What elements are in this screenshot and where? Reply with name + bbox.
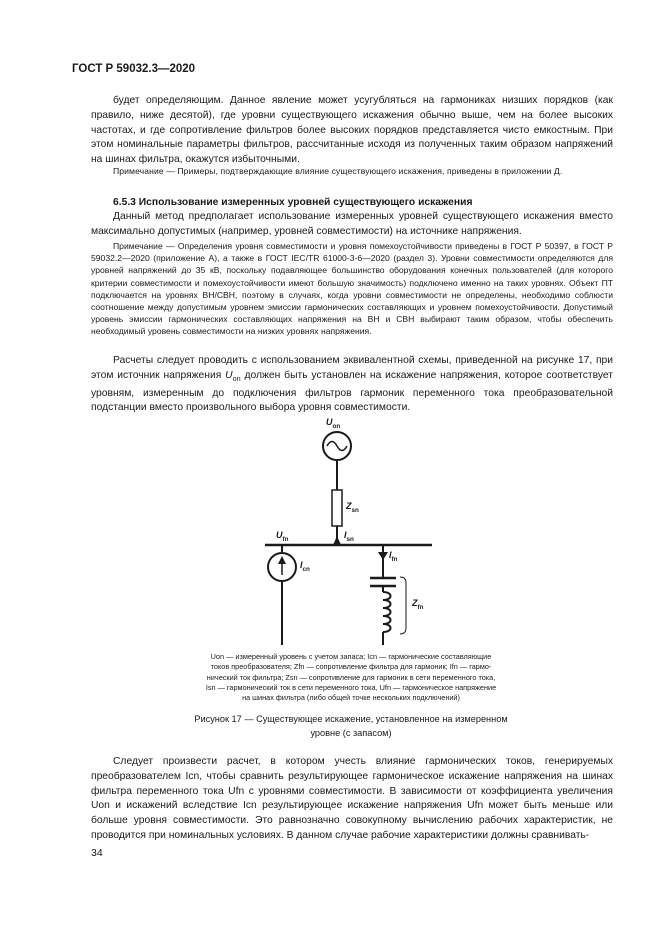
legend-line: Isn — гармонический ток в сети переменного тока, Ufn — гармоническое напряжение [205, 682, 497, 692]
section-number: 6.5.3 [113, 197, 136, 208]
note-1: Примечание — Примеры, подтверждающие влияние существующего искажения, приведены в приложении Д. [113, 166, 563, 176]
label-ifn: $I_{fn}$ [389, 550, 398, 563]
caption-line: Рисунок 17 — Существующее искажение, установленное на измеренном [194, 714, 508, 724]
label-icn: $I_{cn}$ [300, 560, 310, 573]
caption-line: уровне (с запасом) [310, 727, 392, 738]
sine-icon [327, 442, 347, 451]
label-zsn: $Z_{sn}$ [346, 501, 359, 514]
legend-line: Uon — измеренный уровень с учетом запаса; Icn — гармонические составляющие [210, 652, 492, 661]
paragraph-1: будет определяющим. Данное явление может усугубляться на гармониках низших порядков (как правило, ниже десятой), где уровни существующего искажения обычно выше, чем на более высоких частотах, и где сопротивление фильтров более высоких порядков представляется чисто емкостным. При этом номинальные параметры фильтров, рассчитанные исходя из полученных таким образом напряжений на шинах фильтра, окажутся избыточными. [91, 95, 613, 166]
legend-line: нический ток фильтра; Zsn — сопротивление для гармоник в сети переменного тока, [206, 672, 496, 682]
legend-line: токов преобразователя; Zfn — сопротивление фильтра для гармоник; Ifn — гармо- [210, 662, 492, 672]
figure-caption [186, 713, 516, 740]
label-uon: $U_{on}$ [326, 417, 341, 430]
inductor-icon [383, 592, 391, 632]
section-title: Использование измеренных уровней существующего искажения [138, 197, 473, 208]
label-zfn: $Z_{fn}$ [412, 598, 424, 611]
paragraph-2: Данный метод предполагает использование измеренных уровней существующего искажения вместо максимально допустимых (например, уровней совместимости) на источнике напряжения. [91, 211, 613, 237]
p3-var: U [225, 369, 233, 381]
paragraph-4: Следует произвести расчет, в котором учесть влияние гармонических токов, генерируемых преобразователем Icn, чтобы сравнить результирующее гармоническое искажение напряжения на шинах фильтра переменного тока Ufn с уровнями совместимости. В зависимости от коэффициента увеличения Uon и искажений вследствие Icn результирующее искажение напряжения Ufn может быть меньше или больше уровня совместимости. Это равнозначно совокупному вычислению рабочих характеристик, не проводится при номинальных условиях. В данном случае рабочие характеристики должны сравнивать- [91, 756, 613, 841]
document-header: ГОСТ Р 59032.3—2020 [72, 63, 196, 75]
label-ufn: $U_{fn}$ [276, 530, 289, 543]
p3-text-b: должен быть установлен на искажение напряжения, которое соответствует уровням, измеренным до подключения фильтров гармоник переменного тока преобразовательной подстанции вместо произвольного выбора уровня совместимости. [91, 369, 613, 414]
ifn-arrow-icon [378, 552, 388, 560]
isn-arrow-icon [333, 536, 341, 545]
zsn-impedance-icon [332, 490, 342, 526]
note-2: Примечание — Определения уровня совместимости и уровня помехоустойчивости приведены в ГОСТ Р 50397, в ГОСТ Р 59032.2—2020 (приложение А), а также в ГОСТ IEC/TR 61000-3-6—2020 (раздел 3). Уровни совместимости определяются для уровней напряжений до 35 кВ, поскольку подавляющее большинство оборудования конечных пользователей (для которого критерии совместимости и помехоустойчивости имеют большую значимость) подключено именно на таких уровнях. Объект ПТ подключается на уровнях ВН/СВН, поэтому в случаях, когда уровни совместимости не определены, необходимо соблюсти соотношение между допустимым уровнем эмиссии гармонических составляющих и уровнем помехоустойчивости. Допустимый уровень эмиссии гармонических составляющих напряжения на ВН и СВН выбирают таким образом, чтобы обеспечить необходимый уровень совместимости на низких уровнях напряжения. [91, 241, 613, 337]
p3-sub: on [232, 373, 241, 383]
page-number: 34 [91, 847, 103, 859]
label-isn: $I_{sn}$ [344, 530, 354, 543]
legend-line: на шинах фильтра (либо общей точке нескольких подключений) [242, 693, 460, 703]
p3-text-a: Расчеты следует проводить с использованием эквивалентной схемы, приведенной на рисунке 17, при этом источник напряжения [91, 355, 613, 381]
figure-legend [176, 652, 526, 703]
